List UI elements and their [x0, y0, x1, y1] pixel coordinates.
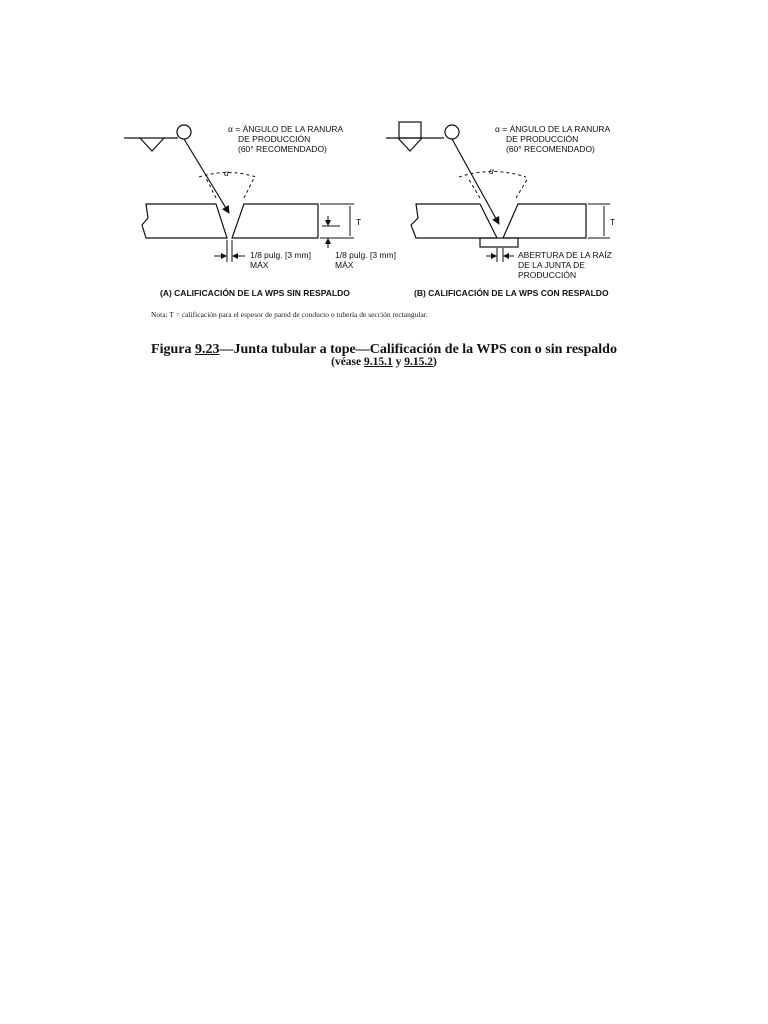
weld-joint-figure [0, 0, 768, 340]
subtitle-mid: y [392, 356, 405, 368]
dim2-a-line1: 1/8 pulg. [3 mm] [335, 250, 396, 260]
title-rest: —Junta tubular a tope—Calificación de la WPS con o sin respaldo [219, 342, 617, 357]
ref-9-15-1: 9.15.1 [364, 356, 393, 368]
root-dimension-a [214, 240, 245, 262]
root-b-line1: ABERTURA DE LA RAÍZ [518, 250, 612, 260]
weld-symbol-a [124, 125, 229, 213]
root-b-line2: DE LA JUNTA DE [518, 260, 585, 270]
title-prefix: Figura [151, 342, 195, 357]
alpha-def-a-line1: α = ÁNGULO DE LA RANURA [228, 124, 344, 134]
figure-note: Nota: T = calificación para el espesor de pared de conducto o tubería de sección rectangular. [151, 310, 428, 319]
dim1-a-line1: 1/8 pulg. [3 mm] [250, 250, 311, 260]
left-plate-a [142, 204, 227, 238]
ref-9-15-2: 9.15.2 [404, 356, 434, 368]
backing-strip [480, 238, 518, 247]
caption-b: (B) CALIFICACIÓN DE LA WPS CON RESPALDO [414, 288, 609, 298]
right-plate-a [232, 204, 318, 238]
caption-a: (A) CALIFICACIÓN DE LA WPS SIN RESPALDO [160, 288, 350, 298]
t-label-a: T [356, 217, 362, 227]
subtitle-open: (véase [331, 356, 365, 368]
alpha-def-a-line2: DE PRODUCCIÓN [238, 134, 311, 144]
alpha-def-b-line1: α = ÁNGULO DE LA RANURA [495, 124, 611, 134]
land-dimension-a [322, 216, 340, 248]
dim1-a-line2: MÁX [250, 260, 269, 270]
left-plate-b [411, 204, 497, 238]
figure-subtitle [0, 356, 768, 368]
alpha-def-a-line3: (60° RECOMENDADO) [238, 144, 327, 154]
dim2-a-line2: MÁX [335, 260, 354, 270]
alpha-symbol-a: α [224, 168, 229, 178]
t-dimension-b [588, 204, 610, 238]
root-b-line3: PRODUCCIÓN [518, 270, 577, 280]
alpha-def-b-line2: DE PRODUCCIÓN [506, 134, 579, 144]
right-plate-b [503, 204, 586, 238]
subtitle-close: ) [433, 356, 437, 368]
figure-number: 9.23 [194, 342, 220, 357]
t-label-b: T [610, 217, 616, 227]
root-dimension-b [486, 248, 514, 262]
t-dimension-a [320, 204, 354, 238]
alpha-def-b-line3: (60° RECOMENDADO) [506, 144, 595, 154]
alpha-symbol-b: α [489, 166, 494, 176]
